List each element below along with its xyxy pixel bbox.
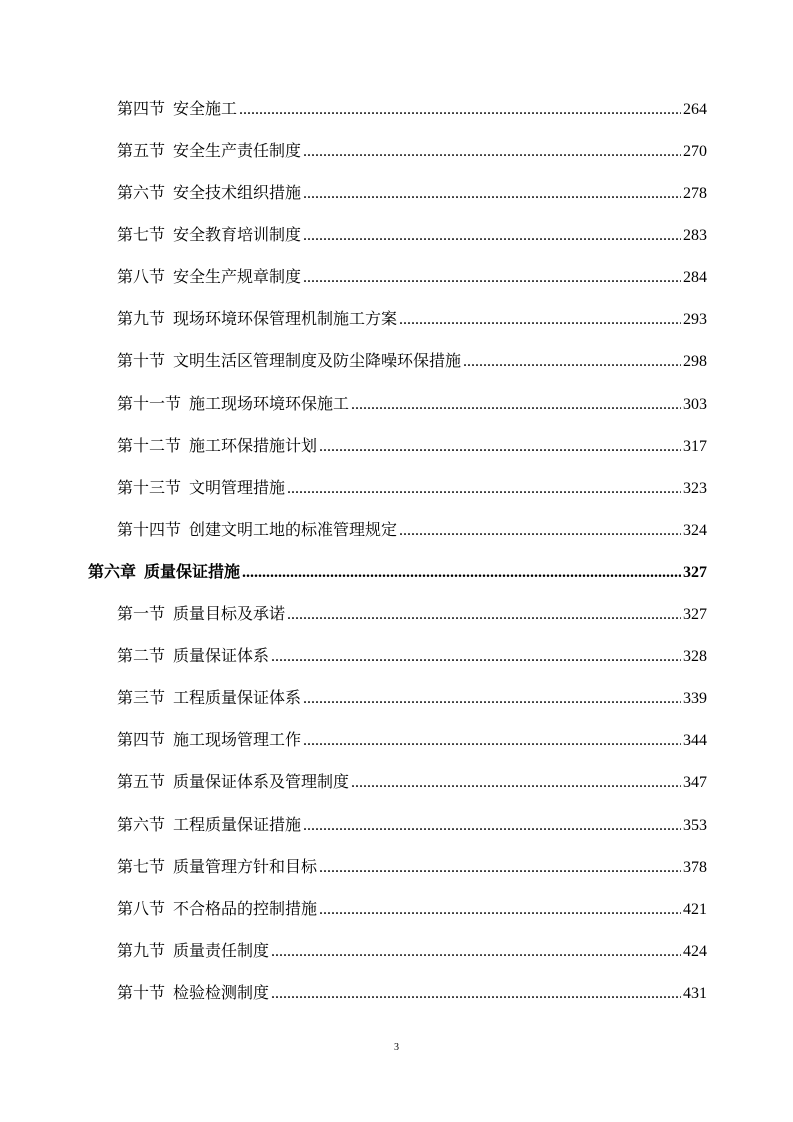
dot-leader (287, 600, 681, 630)
toc-entry[interactable] (117, 262, 707, 292)
dot-leader (399, 516, 681, 546)
dot-leader (271, 979, 681, 1009)
dot-leader (303, 811, 681, 841)
toc-entry-page: 327 (683, 606, 707, 623)
toc-entry-page: 347 (683, 774, 707, 791)
toc-entry-page: 431 (683, 985, 707, 1002)
toc-entry-title: 工程质量保证体系 (173, 688, 302, 707)
toc-entry-page: 344 (683, 732, 707, 749)
toc-entry-page: 283 (683, 227, 707, 244)
toc-entry-number: 第一节 (117, 604, 166, 623)
toc-entry-number: 第四节 (117, 99, 166, 118)
toc-entry[interactable] (117, 894, 707, 924)
toc-entry[interactable] (117, 304, 707, 334)
toc-entry-number: 第十一节 (117, 394, 182, 413)
dot-leader (271, 642, 681, 672)
toc-entry-page: 303 (683, 396, 707, 413)
toc-entry-title: 安全技术组织措施 (173, 183, 302, 202)
toc-entry-title: 不合格品的控制措施 (173, 899, 318, 918)
toc-entry-title: 施工现场管理工作 (173, 730, 302, 749)
dot-leader (242, 558, 681, 588)
toc-entry-page: 293 (683, 311, 707, 328)
toc-entry-number: 第五节 (117, 141, 166, 160)
dot-leader (399, 305, 681, 335)
toc-entry-number: 第八节 (117, 899, 166, 918)
dot-leader (287, 474, 681, 504)
dot-leader (303, 263, 681, 293)
toc-entry[interactable] (117, 683, 707, 713)
toc-entry[interactable] (117, 94, 707, 124)
toc-entry-page: 278 (683, 185, 707, 202)
toc-entry-page: 327 (683, 564, 707, 581)
toc-entry-number: 第六章 (88, 562, 137, 581)
toc-entry-number: 第六节 (117, 183, 166, 202)
toc-entry-number: 第九节 (117, 309, 166, 328)
toc-entry-title: 质量责任制度 (173, 941, 270, 960)
toc-entry-title: 安全生产规章制度 (173, 267, 302, 286)
toc-entry-title: 施工环保措施计划 (189, 436, 318, 455)
toc-entry-number: 第六节 (117, 815, 166, 834)
toc-entry-page: 317 (683, 438, 707, 455)
toc-entry-title: 创建文明工地的标准管理规定 (189, 520, 398, 539)
dot-leader (303, 137, 681, 167)
toc-entry-number: 第十节 (117, 351, 166, 370)
toc-entry[interactable] (117, 136, 707, 166)
dot-leader (303, 179, 681, 209)
toc-entry[interactable] (117, 220, 707, 250)
toc-entry[interactable] (117, 767, 707, 797)
toc-entry[interactable] (117, 389, 707, 419)
toc-entry[interactable] (117, 431, 707, 461)
toc-entry-title: 质量目标及承诺 (173, 604, 286, 623)
toc-entry-number: 第十节 (117, 983, 166, 1002)
toc-entry-title: 质量保证措施 (144, 562, 241, 581)
dot-leader (303, 726, 681, 756)
toc-entry[interactable] (117, 810, 707, 840)
toc-entry[interactable] (117, 641, 707, 671)
toc-entry[interactable] (117, 346, 707, 376)
toc-entry-page: 353 (683, 817, 707, 834)
dot-leader (319, 895, 681, 925)
toc-entry-number: 第十三节 (117, 478, 182, 497)
toc-entry-page: 328 (683, 648, 707, 665)
toc-entry-number: 第八节 (117, 267, 166, 286)
dot-leader (463, 347, 681, 377)
dot-leader (271, 937, 681, 967)
dot-leader (239, 95, 681, 125)
toc-entry-page: 323 (683, 480, 707, 497)
toc-entry-page: 424 (683, 943, 707, 960)
toc-entry-page: 378 (683, 859, 707, 876)
toc-entry-number: 第四节 (117, 730, 166, 749)
dot-leader (303, 221, 681, 251)
toc-entry-page: 339 (683, 690, 707, 707)
dot-leader (319, 432, 681, 462)
toc-entry-title: 安全教育培训制度 (173, 225, 302, 244)
toc-entry[interactable] (117, 725, 707, 755)
toc-entry-number: 第十四节 (117, 520, 182, 539)
toc-entry-title: 质量保证体系 (173, 646, 270, 665)
toc-entry-page: 324 (683, 522, 707, 539)
toc-chapter-entry[interactable] (88, 557, 707, 587)
toc-entry-title: 施工现场环境环保施工 (189, 394, 350, 413)
toc-entry-title: 质量管理方针和目标 (173, 857, 318, 876)
toc-entry-title: 安全施工 (173, 99, 238, 118)
toc-entry[interactable] (117, 599, 707, 629)
dot-leader (303, 684, 681, 714)
toc-entry[interactable] (117, 852, 707, 882)
toc-entry-number: 第九节 (117, 941, 166, 960)
toc-entry-title: 文明生活区管理制度及防尘降噪环保措施 (173, 351, 462, 370)
toc-entry-page: 270 (683, 143, 707, 160)
toc-entry-number: 第五节 (117, 772, 166, 791)
toc-entry-page: 298 (683, 353, 707, 370)
toc-entry[interactable] (117, 936, 707, 966)
toc-entry-number: 第十二节 (117, 436, 182, 455)
toc-entry-title: 安全生产责任制度 (173, 141, 302, 160)
toc-entry-title: 检验检测制度 (173, 983, 270, 1002)
page-number: 3 (394, 1042, 399, 1053)
dot-leader (351, 768, 681, 798)
toc-entry-page: 264 (683, 101, 707, 118)
toc-entry-page: 421 (683, 901, 707, 918)
toc-entry-number: 第二节 (117, 646, 166, 665)
toc-entry-title: 工程质量保证措施 (173, 815, 302, 834)
toc-entry-number: 第三节 (117, 688, 166, 707)
toc-entry-title: 文明管理措施 (189, 478, 286, 497)
toc-entry[interactable] (117, 473, 707, 503)
toc-entry[interactable] (117, 178, 707, 208)
toc-entry-page: 284 (683, 269, 707, 286)
toc-entry-number: 第七节 (117, 857, 166, 876)
toc-entry-title: 质量保证体系及管理制度 (173, 772, 350, 791)
toc-entry-title: 现场环境环保管理机制施工方案 (173, 309, 398, 328)
toc-entry[interactable] (117, 515, 707, 545)
toc-entry-number: 第七节 (117, 225, 166, 244)
dot-leader (319, 853, 681, 883)
dot-leader (351, 390, 681, 420)
toc-entry[interactable] (117, 978, 707, 1008)
